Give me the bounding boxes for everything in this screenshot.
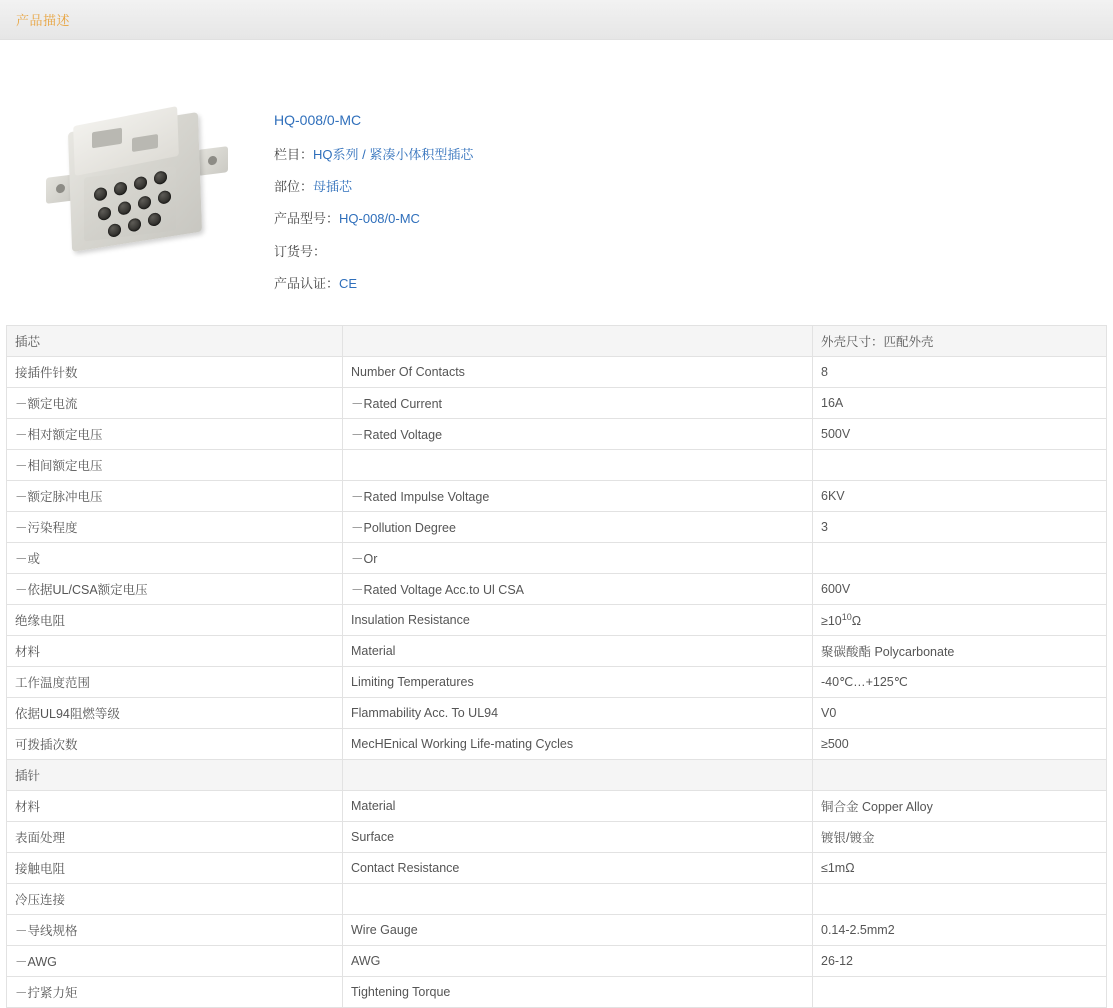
table-row bbox=[7, 356, 1107, 387]
spec-value: $\ge 10^{10}\Omega$ bbox=[813, 604, 1107, 635]
table-row bbox=[7, 573, 1107, 604]
spec-name-en: Material bbox=[343, 635, 813, 666]
spec-name-cn: 冷压连接 bbox=[7, 883, 343, 914]
section-label-value bbox=[813, 759, 1107, 790]
spec-value: 0.14-2.5mm2 bbox=[813, 914, 1107, 945]
table-row bbox=[7, 728, 1107, 759]
spec-value bbox=[813, 976, 1107, 1007]
detail-label-model: 产品型号： bbox=[274, 211, 340, 227]
spec-value: 8 bbox=[813, 356, 1107, 387]
spec-value: ≤1mΩ bbox=[813, 852, 1107, 883]
spec-name-cn: 表面处理 bbox=[7, 821, 343, 852]
spec-name-en: －Pollution Degree bbox=[343, 511, 813, 542]
spec-value bbox=[813, 883, 1107, 914]
spec-name-en: Flammability Acc. To UL94 bbox=[343, 697, 813, 728]
spec-name-cn: －污染程度 bbox=[7, 511, 343, 542]
spec-name-cn: 工作温度范围 bbox=[7, 666, 343, 697]
spec-value: 聚碳酸酯 Polycarbonate bbox=[813, 635, 1107, 666]
spec-name-cn: 接插件针数 bbox=[7, 356, 343, 387]
detail-row-category bbox=[274, 146, 473, 164]
spec-name-cn: －AWG bbox=[7, 945, 343, 976]
spec-name-cn: 材料 bbox=[7, 635, 343, 666]
specification-table bbox=[6, 325, 1107, 1008]
spec-name-en: MecHEnical Working Life-mating Cycles bbox=[343, 728, 813, 759]
table-row bbox=[7, 883, 1107, 914]
spec-name-cn: －相对额定电压 bbox=[7, 418, 343, 449]
table-row bbox=[7, 449, 1107, 480]
table-row bbox=[7, 387, 1107, 418]
spec-name-en: Insulation Resistance bbox=[343, 604, 813, 635]
spec-name-en: AWG bbox=[343, 945, 813, 976]
spec-name-en: Contact Resistance bbox=[343, 852, 813, 883]
table-row bbox=[7, 542, 1107, 573]
specification-table-wrapper bbox=[0, 325, 1113, 1008]
spec-name-en: －Rated Impulse Voltage bbox=[343, 480, 813, 511]
spec-name-cn: －拧紧力矩 bbox=[7, 976, 343, 1007]
spec-name-cn: 接触电阻 bbox=[7, 852, 343, 883]
spec-name-cn: －或 bbox=[7, 542, 343, 573]
spec-value bbox=[813, 449, 1107, 480]
mounting-ear-right-icon bbox=[198, 146, 228, 176]
spec-value: 镀银/镀金 bbox=[813, 821, 1107, 852]
spec-name-cn: －依据UL/CSA额定电压 bbox=[7, 573, 343, 604]
spec-name-en: －Rated Voltage Acc.to Ul CSA bbox=[343, 573, 813, 604]
spec-name-cn: －导线规格 bbox=[7, 914, 343, 945]
spec-name-cn: 绝缘电阻 bbox=[7, 604, 343, 635]
detail-label-certification: 产品认证： bbox=[274, 275, 340, 291]
spec-name-en: Tightening Torque bbox=[343, 976, 813, 1007]
spec-value: 600V bbox=[813, 573, 1107, 604]
table-row bbox=[7, 914, 1107, 945]
detail-label-part: 部位： bbox=[274, 179, 314, 195]
connector-illustration bbox=[40, 114, 230, 254]
spec-value: 6KV bbox=[813, 480, 1107, 511]
spec-name-en: －Rated Current bbox=[343, 387, 813, 418]
detail-value-certification[interactable]: CE bbox=[339, 275, 358, 291]
table-row bbox=[7, 945, 1107, 976]
spec-value: ≥500 bbox=[813, 728, 1107, 759]
spec-name-en bbox=[343, 449, 813, 480]
table-row bbox=[7, 604, 1107, 635]
spec-name-en: Wire Gauge bbox=[343, 914, 813, 945]
table-row bbox=[7, 976, 1107, 1007]
spec-name-cn: －额定电流 bbox=[7, 387, 343, 418]
section-label-value: 外壳尺寸：匹配外壳 bbox=[813, 325, 1107, 356]
spec-value: 3 bbox=[813, 511, 1107, 542]
spec-name-cn: 材料 bbox=[7, 790, 343, 821]
table-row bbox=[7, 480, 1107, 511]
detail-label-order-number: 订货号： bbox=[274, 243, 327, 259]
spec-value: V0 bbox=[813, 697, 1107, 728]
spec-name-en: Surface bbox=[343, 821, 813, 852]
spec-name-en: Material bbox=[343, 790, 813, 821]
table-row bbox=[7, 418, 1107, 449]
spec-value: 26-12 bbox=[813, 945, 1107, 976]
spec-value bbox=[813, 542, 1107, 573]
table-row bbox=[7, 635, 1107, 666]
table-row bbox=[7, 821, 1107, 852]
detail-value-part[interactable]: 母插芯 bbox=[313, 179, 353, 195]
spec-name-en: Number Of Contacts bbox=[343, 356, 813, 387]
product-model-heading: HQ-008/0-MC bbox=[274, 112, 362, 128]
connector-contact-face bbox=[84, 166, 176, 241]
table-row bbox=[7, 666, 1107, 697]
detail-label-category: 栏目： bbox=[274, 147, 314, 162]
spec-value: -40℃…+125℃ bbox=[813, 666, 1107, 697]
spec-name-en: Limiting Temperatures bbox=[343, 666, 813, 697]
top-banner bbox=[0, 0, 1113, 40]
section-label-en bbox=[343, 759, 813, 790]
detail-value-model[interactable]: HQ-008/0-MC bbox=[339, 211, 420, 227]
spec-name-cn: 依据UL94阻燃等级 bbox=[7, 697, 343, 728]
spec-value: 500V bbox=[813, 418, 1107, 449]
spec-name-en: －Or bbox=[343, 542, 813, 573]
spec-name-cn: 可拨插次数 bbox=[7, 728, 343, 759]
detail-value-category[interactable]: HQ系列 / 紧凑小体积型插芯 bbox=[313, 147, 474, 162]
table-section-header bbox=[7, 325, 1107, 356]
spec-name-en bbox=[343, 883, 813, 914]
product-details bbox=[270, 64, 473, 307]
table-section-header bbox=[7, 759, 1107, 790]
table-row bbox=[7, 852, 1107, 883]
page-title: 产品描述 bbox=[16, 13, 71, 28]
table-row bbox=[7, 790, 1107, 821]
table-row bbox=[7, 511, 1107, 542]
table-row bbox=[7, 697, 1107, 728]
spec-value: 铜合金 Copper Alloy bbox=[813, 790, 1107, 821]
spec-value: 16A bbox=[813, 387, 1107, 418]
section-label-cn: 插芯 bbox=[7, 325, 343, 356]
section-label-en bbox=[343, 325, 813, 356]
spec-name-en: －Rated Voltage bbox=[343, 418, 813, 449]
spec-name-cn: －相间额定电压 bbox=[7, 449, 343, 480]
detail-row-order-number bbox=[274, 243, 473, 261]
product-summary bbox=[0, 40, 1113, 325]
spec-name-cn: －额定脉冲电压 bbox=[7, 480, 343, 511]
detail-row-model bbox=[274, 210, 473, 228]
detail-row-certification bbox=[274, 275, 473, 293]
section-label-cn: 插针 bbox=[7, 759, 343, 790]
product-image bbox=[0, 64, 270, 254]
detail-row-part bbox=[274, 178, 473, 196]
